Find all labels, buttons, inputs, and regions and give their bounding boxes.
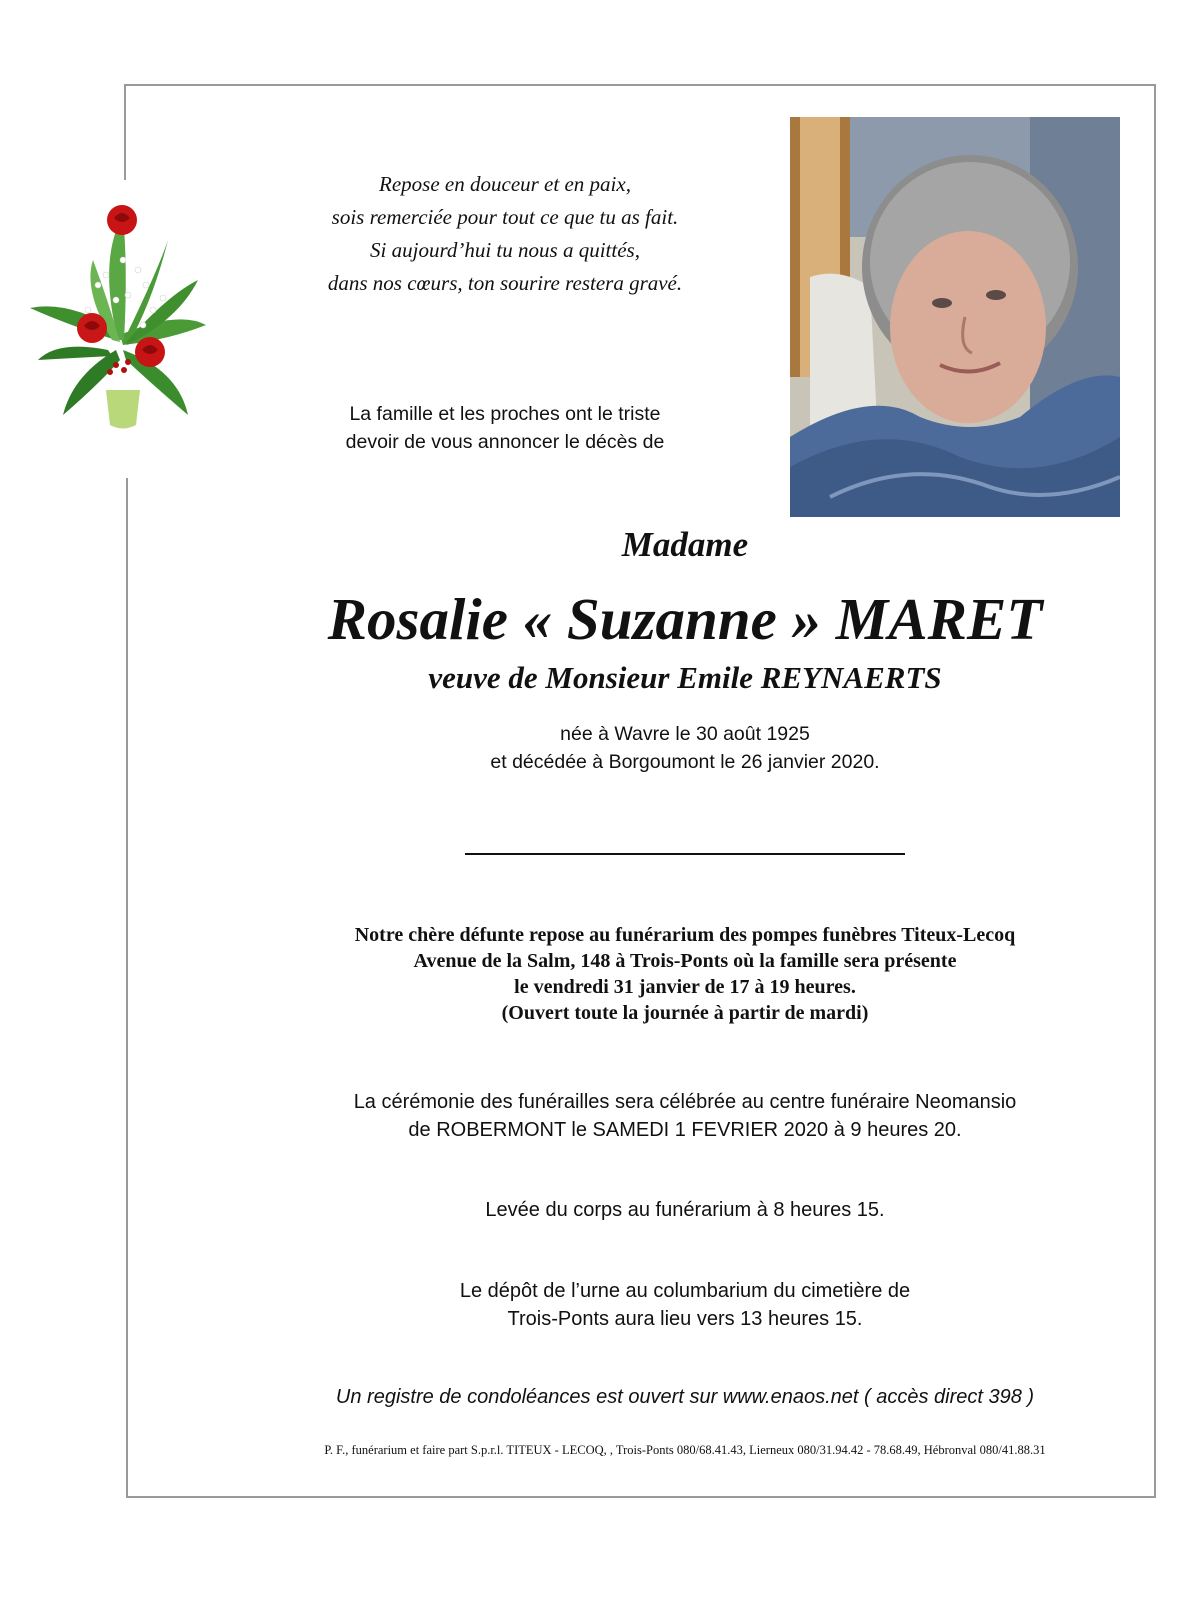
honorific-title: Madame bbox=[621, 525, 749, 564]
frame-border-left-lower bbox=[126, 478, 128, 1498]
poem-line: sois remerciée pour tout ce que tu as fait. bbox=[331, 205, 679, 229]
frame-border-bottom bbox=[126, 1496, 1156, 1498]
visitation-line: le vendredi 31 janvier de 17 à 19 heures. bbox=[514, 976, 856, 998]
urn-info bbox=[335, 1277, 1035, 1333]
poem-line: Repose en douceur et en paix, bbox=[379, 172, 631, 196]
poem-line: Si aujourd’hui tu nous a quittés, bbox=[370, 238, 640, 262]
widow-of-line: veuve de Monsieur Emile REYNAERTS bbox=[428, 660, 942, 695]
funeral-home-footer: P. F., funérarium et faire part S.p.r.l. TITEUX - LECOQ, , Trois-Ponts 080/68.41.43, Lierneux 080/31.94.42 - 78.68.49, Hébronval 080/41.88.31 bbox=[324, 1443, 1046, 1457]
red-roses-bouquet-icon bbox=[28, 200, 210, 440]
intro-line: devoir de vous annoncer le décès de bbox=[345, 431, 665, 453]
levee-info: Levée du corps au funérarium à 8 heures 15. bbox=[485, 1199, 885, 1221]
deceased-name: Rosalie « Suzanne » MARET bbox=[327, 586, 1043, 652]
frame-border-top bbox=[124, 84, 1156, 86]
visitation-info bbox=[250, 922, 1120, 1026]
visitation-line: Avenue de la Salm, 148 à Trois-Ponts où la famille sera présente bbox=[413, 950, 957, 972]
frame-border-right bbox=[1154, 84, 1156, 1498]
frame-border-left-upper bbox=[124, 84, 126, 180]
separator-line bbox=[465, 853, 905, 855]
visitation-line: Notre chère défunte repose au funérarium des pompes funèbres Titeux-Lecoq bbox=[354, 924, 1016, 946]
birth-line: née à Wavre le 30 août 1925 bbox=[560, 723, 810, 745]
urn-line: Le dépôt de l’urne au columbarium du cimetière de bbox=[459, 1280, 911, 1302]
ceremony-line: La cérémonie des funérailles sera célébrée au centre funéraire Neomansio bbox=[353, 1091, 1017, 1113]
intro-line: La famille et les proches ont le triste bbox=[349, 403, 661, 425]
urn-line: Trois-Ponts aura lieu vers 13 heures 15. bbox=[507, 1308, 863, 1330]
death-line: et décédée à Borgoumont le 26 janvier 2020. bbox=[490, 751, 880, 773]
poem-line: dans nos cœurs, ton sourire restera gravé. bbox=[327, 271, 683, 295]
announcement-intro bbox=[255, 400, 755, 456]
condolence-registry: Un registre de condoléances est ouvert sur www.enaos.net ( accès direct 398 ) bbox=[335, 1386, 1035, 1408]
ceremony-line: de ROBERMONT le SAMEDI 1 FEVRIER 2020 à 9 heures 20. bbox=[408, 1119, 962, 1141]
portrait-photo bbox=[790, 117, 1120, 517]
poem bbox=[255, 168, 755, 300]
visitation-line: (Ouvert toute la journée à partir de mardi) bbox=[501, 1002, 869, 1024]
birth-death-dates bbox=[385, 720, 985, 776]
ceremony-info bbox=[235, 1088, 1135, 1144]
